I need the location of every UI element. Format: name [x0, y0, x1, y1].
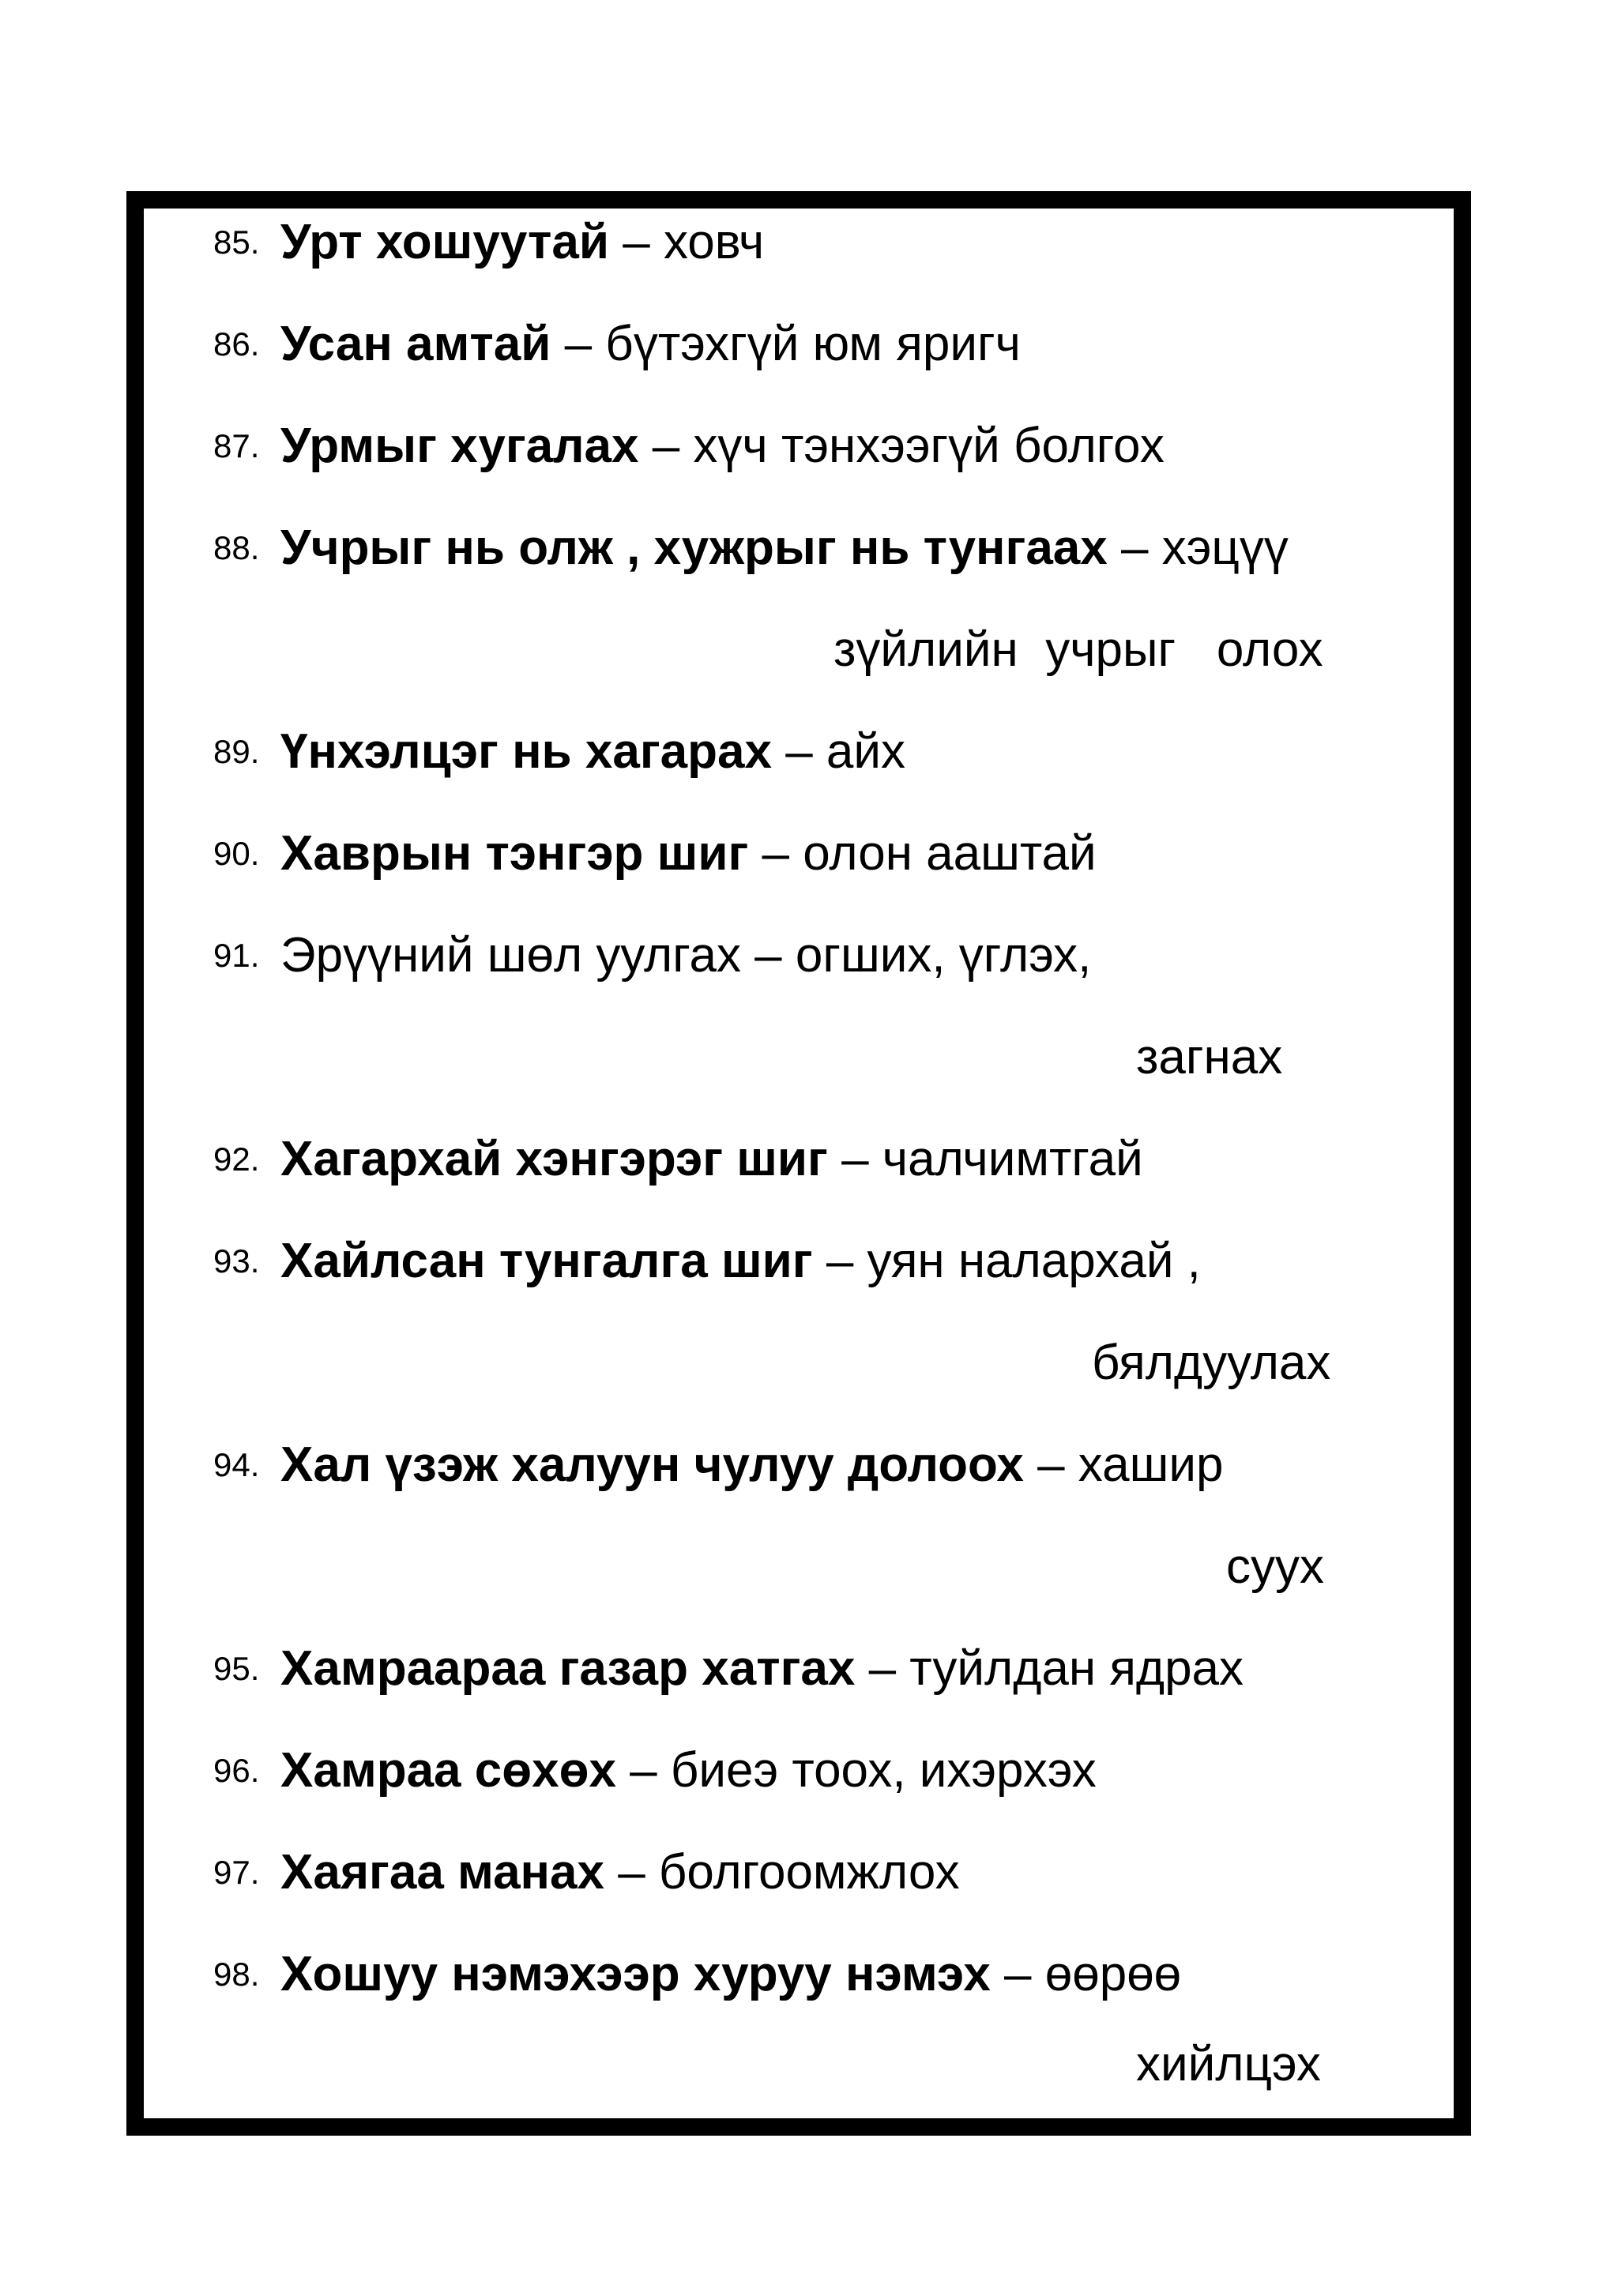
idiom-meaning: – бүтэхгүй юм яригч	[551, 317, 1021, 371]
item-text	[280, 1110, 1143, 1209]
item-text	[280, 1415, 1223, 1515]
idiom-term: Урт хошуутай	[280, 215, 610, 269]
list-item-93	[0, 1212, 1618, 1311]
idiom-term: Усан амтай	[280, 317, 551, 371]
item-number: 90.	[213, 835, 260, 872]
item-number: 86.	[213, 325, 260, 363]
item-number: 95.	[213, 1650, 260, 1687]
item-number: 88.	[213, 529, 260, 566]
list-item-96	[0, 1721, 1618, 1821]
item-text	[280, 906, 1091, 1005]
idiom-meaning: – хүч тэнхээгүй болгох	[638, 419, 1165, 473]
list-item-98	[0, 1925, 1618, 2024]
item-text	[280, 702, 905, 802]
idiom-meaning: – хашир	[1023, 1437, 1224, 1492]
idiom-meaning-continued: зүйлийн учрыг олох	[833, 622, 1323, 677]
idiom-term: Хамраа сөхөх	[280, 1743, 616, 1798]
idiom-meaning: – олон ааштай	[748, 826, 1097, 881]
list-item-93-continuation	[0, 1313, 1618, 1413]
idiom-meaning: – болгоомжлох	[604, 1845, 960, 1900]
list-item-91	[0, 906, 1618, 1005]
item-number: 91.	[213, 937, 260, 974]
item-text	[280, 1619, 1244, 1719]
idiom-meaning: – өөрөө	[990, 1947, 1182, 2001]
idiom-term: Урмыг хугалах	[280, 419, 639, 473]
item-number: 85.	[213, 224, 260, 261]
idiom-meaning: – хэцүү	[1107, 520, 1289, 575]
idiom-term: Хошуу нэмэхээр хуруу нэмэх	[280, 1947, 991, 2001]
list-item-94	[0, 1415, 1618, 1515]
idiom-meaning: – ховч	[609, 215, 765, 269]
item-text	[280, 804, 1097, 904]
idiom-meaning: – чалчимтгай	[827, 1132, 1143, 1186]
idiom-meaning: – айх	[771, 724, 906, 779]
item-text	[280, 396, 1165, 496]
idiom-meaning-continued: загнах	[1136, 1030, 1283, 1084]
item-text	[280, 1823, 960, 1922]
idiom-term: Хаягаа манах	[280, 1845, 604, 1900]
item-number: 94.	[213, 1446, 260, 1483]
idiom-term: Хайлсан тунгалга шиг	[280, 1234, 813, 1288]
list-item-88-continuation	[0, 600, 1618, 700]
list-item-95	[0, 1619, 1618, 1719]
idiom-term: Учрыг нь олж , хужрыг нь тунгаах	[280, 520, 1108, 575]
idiom-meaning: – туйлдан ядрах	[855, 1641, 1244, 1696]
item-text	[280, 1721, 1097, 1821]
idiom-meaning-continued: суух	[1226, 1539, 1324, 1594]
list-item-97	[0, 1823, 1618, 1922]
item-text	[280, 295, 1021, 394]
idiom-term: Хагархай хэнгэрэг шиг	[280, 1132, 828, 1186]
idiom-term: Үнхэлцэг нь хагарах	[280, 724, 772, 779]
item-text	[280, 1212, 1201, 1311]
idiom-meaning: – биеэ тоох, ихэрхэх	[615, 1743, 1097, 1798]
idiom-term: Хамраараа газар хатгах	[280, 1641, 856, 1696]
item-text	[280, 498, 1289, 598]
idiom-meaning-continued: бялдуулах	[1092, 1336, 1331, 1390]
item-number: 98.	[213, 1956, 260, 1993]
list-item-88	[0, 498, 1618, 598]
idiom-meaning: – уян налархай ,	[812, 1234, 1201, 1288]
item-text	[280, 1925, 1181, 2024]
idiom-meaning-continued: хийлцэх	[1136, 2037, 1321, 2091]
list-item-86	[0, 295, 1618, 394]
item-number: 93.	[213, 1242, 260, 1280]
list-item-92	[0, 1110, 1618, 1209]
item-number: 92.	[213, 1140, 260, 1178]
idiom-meaning: Эрүүний шөл уулгах – огших, үглэх,	[280, 928, 1092, 983]
list-item-90	[0, 804, 1618, 904]
list-item-91-continuation	[0, 1008, 1618, 1107]
item-number: 96.	[213, 1752, 260, 1789]
list-item-85	[0, 193, 1618, 292]
list-item-94-continuation	[0, 1517, 1618, 1617]
list-item-98-continuation	[0, 2015, 1618, 2114]
item-text	[280, 193, 764, 292]
idiom-term: Хал үзэж халуун чулуу долоох	[280, 1437, 1024, 1492]
item-number: 97.	[213, 1854, 260, 1891]
item-number: 89.	[213, 733, 260, 770]
list-item-89	[0, 702, 1618, 802]
list-item-87	[0, 396, 1618, 496]
idiom-term: Хаврын тэнгэр шиг	[280, 826, 749, 881]
item-number: 87.	[213, 427, 260, 464]
